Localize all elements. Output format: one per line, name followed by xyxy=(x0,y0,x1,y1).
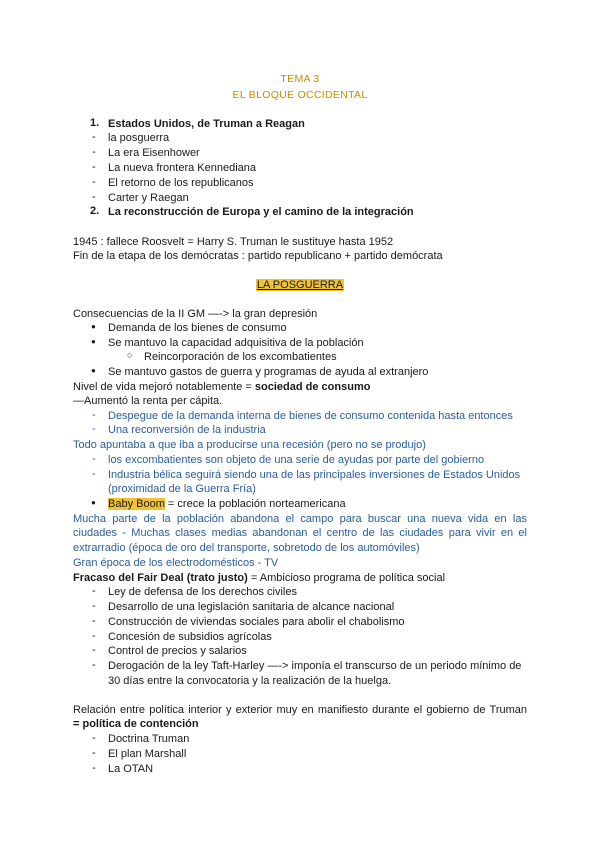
bullet-item: Se mantuvo gastos de guerra y programas de ayuda al extranjero xyxy=(108,366,429,378)
contencion-item: La OTAN xyxy=(108,763,154,775)
intro-line-2: Fin de la etapa de los demócratas : partido republicano + partido demócrata xyxy=(73,250,443,262)
fairdeal-text: = Ambicioso programa de política social xyxy=(247,572,446,584)
index-subitem: La era Eisenhower xyxy=(108,147,200,159)
section-heading-wrap xyxy=(0,278,600,292)
sub-bullet-item: Reincorporación de los excombatientes xyxy=(144,351,337,363)
campo-line-1: Mucha parte de la población abandona el campo para buscar una nueva vida en las xyxy=(73,513,527,525)
index-item-1: Estados Unidos, de Truman a Reagan xyxy=(108,118,305,130)
fairdeal-item: Desarrollo de una legislación sanitaria de alcance nacional xyxy=(108,601,395,613)
dash-marker: - xyxy=(92,468,96,480)
fairdeal-item-cont: 30 días entre la convocatoria y la realización de la huelga. xyxy=(108,675,392,687)
topic-number: TEMA 3 xyxy=(280,73,320,85)
relacion-line: Relación entre política interior y exterior muy en manifiesto durante el gobierno de Truman xyxy=(73,704,527,716)
dash-marker: - xyxy=(92,615,96,627)
bullet-marker: ● xyxy=(91,337,96,346)
dash-marker: - xyxy=(92,423,96,435)
index-subitem: la posguerra xyxy=(108,132,170,144)
fairdeal-item: Ley de defensa de los derechos civiles xyxy=(108,586,297,598)
topic-title: EL BLOQUE OCCIDENTAL xyxy=(232,89,368,101)
bullet-marker: ● xyxy=(91,498,96,507)
index-number-1: 1. xyxy=(90,117,100,129)
intro-line-1: 1945 : fallece Roosvelt = Harry S. Truman le sustituye hasta 1952 xyxy=(73,236,394,248)
dash-marker: - xyxy=(92,131,96,143)
index-number-2: 2. xyxy=(90,205,100,217)
dash-item-blue: Despegue de la demanda interna de bienes de consumo contenida hasta entonces xyxy=(108,410,513,422)
dash-item-blue: los excombatientes son objeto de una serie de ayudas por parte del gobierno xyxy=(108,454,485,466)
dash-marker: - xyxy=(92,176,96,188)
bullet-item: Se mantuvo la capacidad adquisitiva de la población xyxy=(108,337,364,349)
fairdeal-item: Concesión de subsidios agrícolas xyxy=(108,631,272,643)
circle-marker: ○ xyxy=(127,350,133,360)
bullet-marker: ● xyxy=(91,322,96,331)
fairdeal-line xyxy=(73,571,445,585)
babyboom-highlight: Baby Boom xyxy=(108,498,165,510)
dash-item-blue: Industria bélica seguirá siendo una de las principales inversiones de Estados Unidos xyxy=(108,469,521,481)
campo-line-2: ciudades - Muchas clases medias abandonan el centro de las ciudades para vivir en el xyxy=(73,527,527,539)
dash-marker: - xyxy=(92,161,96,173)
section-heading: LA POSGUERRA xyxy=(256,279,344,291)
babyboom-line xyxy=(108,497,346,511)
dash-marker: - xyxy=(92,644,96,656)
dash-marker: - xyxy=(92,600,96,612)
bullet-item: Demanda de los bienes de consumo xyxy=(108,322,287,334)
consecuencias-line: Consecuencias de la II GM —-> la gran depresión xyxy=(73,308,318,320)
fairdeal-bold: Fracaso del Fair Deal (trato justo) xyxy=(73,572,248,584)
nivel-text: Nivel de vida mejoró notablemente = xyxy=(73,381,255,393)
dash-item-blue: Una reconversión de la industria xyxy=(108,424,266,436)
electro-line: Gran época de los electrodomésticos - TV xyxy=(73,557,279,569)
index-subitem: Carter y Raegan xyxy=(108,192,189,204)
index-subitem: La nueva frontera Kennediana xyxy=(108,162,257,174)
fairdeal-item: Derogación de la ley Taft-Harley —-> imponía el transcurso de un periodo mínimo de xyxy=(108,660,522,672)
dash-marker: - xyxy=(92,191,96,203)
aumento-line: —Aumentó la renta per cápita. xyxy=(73,395,223,407)
dash-marker: - xyxy=(92,659,96,671)
contencion-item: Doctrina Truman xyxy=(108,733,190,745)
contencion-item: El plan Marshall xyxy=(108,748,187,760)
recesion-line: Todo apuntaba a que iba a producirse una recesión (pero no se produjo) xyxy=(73,439,426,451)
dash-marker: - xyxy=(92,732,96,744)
dash-marker: - xyxy=(92,146,96,158)
campo-line-3: extrarradio (época de oro del transporte, sobretodo de los automóviles) xyxy=(73,542,420,554)
dash-marker: - xyxy=(92,762,96,774)
dash-marker: - xyxy=(92,585,96,597)
dash-marker: - xyxy=(92,747,96,759)
contencion-line: = política de contención xyxy=(73,718,199,730)
nivel-bold: sociedad de consumo xyxy=(254,381,371,393)
fairdeal-item: Control de precios y salarios xyxy=(108,645,247,657)
index-item-2: La reconstrucción de Europa y el camino de la integración xyxy=(108,206,414,218)
bullet-marker: ● xyxy=(91,366,96,375)
index-subitem: El retorno de los republicanos xyxy=(108,177,254,189)
nivel-line xyxy=(73,380,370,394)
dash-marker: - xyxy=(92,453,96,465)
babyboom-text: = crece la población norteamericana xyxy=(164,498,346,510)
dash-marker: - xyxy=(92,630,96,642)
fairdeal-item: Construcción de viviendas sociales para abolir el chabolismo xyxy=(108,616,405,628)
dash-marker: - xyxy=(92,409,96,421)
dash-item-blue-cont: (proximidad de la Guerra Fría) xyxy=(108,483,256,495)
